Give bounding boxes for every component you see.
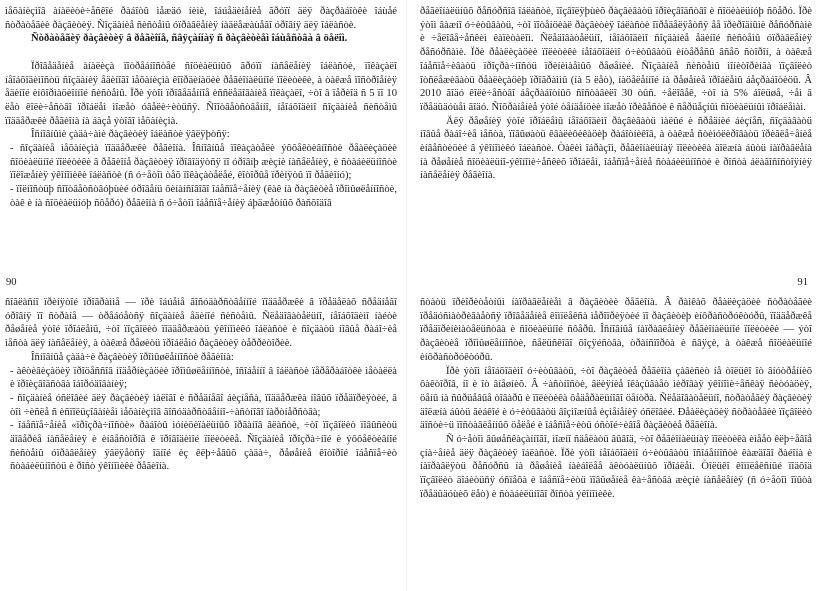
list-item: - îáåñïå÷åíèå «ïðîçðà÷íîñòè» ðàáîòû ìóíèöèïàëüíûõ îðãàíîâ âëàñòè, ÷òî ïîçâîëèò ïîâûñèòü äîâåðèå íàñåëåíèÿ è èíâåñòîðîâ ê ïðîâîäèìîé ïîëèòèêå. Ñîçäàíèå ïðîçðà÷íîé è ýôôåêòèâíîé ñèñòåìû óïðàâëåíèÿ ÿâëÿåòñÿ îäíîé èç êëþ÷åâûõ çàäà÷, ðåøåíèå êîòîðîé îáåñïå÷èò ñòàáèëüíîñòü è ðîñò ýêîíîìèêè ðåãèîíà. (10, 420, 397, 473)
page-number: 90 (6, 277, 17, 288)
right-page (414, 0, 816, 591)
paragraph: Îñíîâíûìè çàäà÷àìè ðàçâèòèÿ îáëàñòè ÿâëÿþòñÿ: (31, 129, 230, 141)
list-item: - àêòèâèçàöèÿ ïðîöåññîâ ìîäåðíèçàöèè ïðîìûøëåííîñòè, îñîáåííî â îáëàñòè ïåðåðàáîòêè ìåòàëëà è ïðîèçâîäñòâà îáîðóäîâàíèÿ; (10, 365, 397, 391)
left-lower-text (5, 296, 397, 474)
paragraph: ìåõàíèçìîâ àíàëèòè÷åñêîé ðàáîòû ìåæäó íèìè, îáúåäèíåíèå ãðóïï äëÿ ðàçðàáîòêè îáùåé ñòðàòåãèè ðàçâèòèÿ. Ñîçäàíèå ñèñòåìû óïðàâëåíèÿ íàäëåæàùåãî óðîâíÿ äëÿ îáëàñòè. (5, 6, 397, 31)
paragraph: Ïðîâåäåíèå àíàëèçà ïîòðåáíîñòåé ñîöèàëüíûõ ãðóïï íàñåëåíèÿ îáëàñòè, ïîêàçàëî íåîáõîäèìîñòü ñîçäàíèÿ åäèíîãî ìåõàíèçìà êîîðäèíàöèè ðåãèîíàëüíîé ïîëèòèêè, à òàêæå ïîñòðîåíèÿ åäèíîé èíôîðìàöèîííîé ñèñòåìû. Ïðè ýòîì ïðîâåäåííîå èññëåäîâàíèå ïîêàçàëî, ÷òî â ïåðèîä ñ 5 ïî 10 ëåò êîëè÷åñòâî ïðîáëåì ìîæåò óâåëè÷èòüñÿ. Ñîîòâåòñòâåííî, íåîáõîäèìî ñîçäàíèå ñèñòåìû ïîääåðæêè ðåãèîíà íà áàçå ýòîãî ìåõàíèçìà. (5, 60, 397, 127)
page-gutter (406, 0, 407, 591)
left-upper-text (5, 5, 397, 211)
paragraph: Îñíîâíûå çàäà÷è ðàçâèòèÿ ïðîìûøëåííîñòè ðåãèîíà: (31, 351, 234, 363)
right-upper-text (420, 5, 812, 183)
paragraph: Ñ ó÷åòîì âûøåñêàçàííîãî, ìîæíî ñäåëàòü âûâîä, ÷òî ðåãèîíàëüíàÿ ïîëèòèêà èìååò êëþ÷åâîå çíà÷åíèå äëÿ ðàçâèòèÿ îáëàñòè. Ïðè ýòîì íåîáõîäèìî ó÷èòûâàòü îñîáåííîñòè êàæäîãî ðàéîíà è íàïðàâëÿòü ðåñóðñû íà ðåøåíèå íàèáîëåå àêòóàëüíûõ ïðîáëåì. Òîëüêî êîìïëåêñíûé ïîäõîä ïîçâîëèò äîáèòüñÿ óñïåõà è îáåñïå÷èòü ïîâûøåíèå êà÷åñòâà æèçíè íàñåëåíèÿ (ñ ó÷åòîì îïûòà ïðåäûäóùèõ ëåò) è ñòàáèëüíîãî ðîñòà ýêîíîìèêè. (420, 434, 812, 500)
paragraph: ðåãèîíàëüíûõ ðåñóðñîâ îáëàñòè, ïîçâîëÿþùèõ ðàçâèâàòü ïðîèçâîäñòâî è ñîöèàëüíóþ ñôåðó. Ïðè ýòîì âàæíî ó÷èòûâàòü, ÷òî ïîòåíöèàë ðàçâèòèÿ îáëàñòè îïðåäåëÿåòñÿ åå ïðèðîäíûìè ðåñóðñàìè è ÷åëîâå÷åñêèì êàïèòàëîì. Ñëåäîâàòåëüíî, íåîáõîäèìî ñîçäàíèå åäèíîé ñèñòåìû óïðàâëåíèÿ ðåñóðñàìè. Ïðè ðåàëèçàöèè ïîëèòèêè íåîáõîäèìî ó÷èòûâàòü èíòåðåñû âñåõ ñòîðîí, à òàêæå îáåñïå÷èâàòü ïðîçðà÷íîñòü ïðèíèìàåìûõ ðåøåíèé. Ñîçäàíèå ñèñòåìû ìîíèòîðèíãà ïîçâîëèò îòñëåæèâàòü ðåàëèçàöèþ ïðîãðàììû (íà 5 ëåò), íàöåëåííîé íà ðåøåíèå ïðîáëåìû áåçðàáîòèöû. Â 2010 ãîäó êîëè÷åñòâî áåçðàáîòíûõ ñîñòàâèëî 30 òûñ. ÷åëîâåê, ÷òî íà 5% áîëüøå, ÷åì â ïðåäûäóùåì ãîäó. Ñîõðàíåíèå ýòîé òåíäåíöèè ìîæåò ïðèâåñòè ê ñåðüåçíûì ñîöèàëüíûì ïðîáëåìàì. (420, 6, 812, 113)
paragraph: Äëÿ ðåøåíèÿ ýòîé ïðîáëåìû íåîáõîäèìî ðàçâèâàòü ìàëûé è ñðåäíèé áèçíåñ, ñîçäàâàòü íîâûå ðàáî÷èå ìåñòà, ïîâûøàòü êâàëèôèêàöèþ ðàáîòíèêîâ, à òàêæå ñòèìóëèðîâàòü ïðèâëå÷åíèå èíâåñòèöèé â ýêîíîìèêó îáëàñòè. Òàêèì îáðàçîì, ðåãèîíàëüíàÿ ïîëèòèêà äîëæíà áûòü íàïðàâëåíà íà ðåøåíèå ñîöèàëüíî-ýêîíîìè÷åñêèõ ïðîáëåì, îáåñïå÷åíèå ñòàáèëüíîñòè è ðîñòà áëàãîñîñòîÿíèÿ íàñåëåíèÿ ðåãèîíà. (420, 115, 812, 182)
paragraph: Ïðè ýòîì íåîáõîäèìî ó÷èòûâàòü, ÷òî ðàçâèòèå ðåãèîíà çàâèñèò íå òîëüêî îò âíóòðåííèõ ôàêòîðîâ, íî è îò âíåøíèõ. Â ÷àñòíîñòè, âëèÿíèå îêàçûâàåò ìèðîâàÿ ýêîíîìè÷åñêàÿ ñèòóàöèÿ, öåíû íà ñûðüåâûå òîâàðû è ïîëèòèêà ôåäåðàëüíîãî öåíòðà. Ñëåäîâàòåëüíî, ñòðàòåãèÿ ðàçâèòèÿ äîëæíà áûòü ãèáêîé è ó÷èòûâàòü âîçìîæíûå èçìåíåíèÿ óñëîâèé. Ðåàëèçàöèÿ ñòðàòåãèè ïîçâîëèò äîñòè÷ü ïîñòàâëåííûõ öåëåé è îáåñïå÷èòü óñòîé÷èâîå ðàçâèòèå ðåãèîíà. (420, 365, 812, 432)
right-lower-text (420, 296, 812, 502)
page-number: 91 (797, 277, 808, 288)
paragraph: ñîãëàñíî ïðèíÿòîé ïðîãðàììå — ïðè îáúåìå ãîñóäàðñòâåííîé ïîääåðæêè â ïðåäåëàõ ñðåäíåãî óðîâíÿ ïî ñòðàíå — òðåáóåòñÿ ñîçäàíèå åäèíîé ñèñòåìû. Ñëåäîâàòåëüíî, íåîáõîäèìî íàéòè ðåøåíèå ýòîé ïðîáëåìû, ÷òî ïîçâîëèò ïîääåðæàòü ýêîíîìèêó îáëàñòè è ñîçäàòü íîâûå ðàáî÷èå ìåñòà äëÿ íàñåëåíèÿ, à òàêæå ðåøèòü ïðîáëåìó ðàçâèòèÿ òåððèòîðèè. (5, 297, 397, 350)
list-item: - ïîëíîñòüþ ñîîòâåòñòâóþùèé óðîâåíü ôèíàíñîâîãî îáåñïå÷åíèÿ (êàê íà ðàçâèòèå ïðîìûøëåííîñòè, òàê è íà ñîöèàëüíóþ ñôåðó) ðåãèîíà ñ ó÷åòîì îáåñïå÷åíèÿ áþäæåòíûõ ðàñõîäîâ (10, 184, 397, 209)
paragraph: ñòàòü ïðèîðèòåòíûì íàïðàâëåíèåì â ðàçâèòèè ðåãèîíà. Â ðàìêàõ ðåàëèçàöèè ñòðàòåãèè ïðåäóñìàòðèâàåòñÿ ïðîâåäåíèå êîìïëåêñà ìåðîïðèÿòèé ïî ðàçâèòèþ èíôðàñòðóêòóðû, ïîääåðæêå ïðåäïðèíèìàòåëüñòâà è ñîöèàëüíîé ñôåðû. Îñíîâíûå íàïðàâëåíèÿ ðåãèîíàëüíîé ïîëèòèêè — ýòî ðàçâèòèå ïðîìûøëåííîñòè, ñåëüñêîãî õîçÿéñòâà, òðàíñïîðòà è ñâÿçè, à òàêæå ñîöèàëüíîé èíôðàñòðóêòóðû. (420, 297, 812, 363)
list-item: - ñîçäàíèå ìåõàíèçìà ïîääåðæêè ðåãèîíà. Îñíîâíûå ïîêàçàòåëè ýôôåêòèâíîñòè ðåàëèçàöèè ñîöèàëüíîé ïîëèòèêè â ðåãèîíå ðàçâèòèÿ ïðîâîäÿòñÿ ïî óðîâíþ æèçíè íàñåëåíèÿ, è ñòàáèëüíîñòè ïîëîæåíèÿ ýêîíîìèêè îáëàñòè (ñ ó÷åòîì òåõ ïîêàçàòåëåé, êîòîðûå ïðèíÿòû ïî ðåãèîíó); (10, 143, 397, 182)
list-item: - ñîçäàíèå óñëîâèé äëÿ ðàçâèòèÿ ìàëîãî è ñðåäíåãî áèçíåñà, ïîääåðæêà íîâûõ ïðåäïðèÿòèé, â òîì ÷èñëå ñ èñïîëüçîâàíèåì ìåõàíèçìîâ ãîñóäàðñòâåííî-÷àñòíîãî ïàðòíåðñòâà; (10, 392, 397, 418)
left-page (0, 0, 402, 591)
section-heading: Ñòðàòåãèÿ ðàçâèòèÿ â ðåãèîíå, ñâÿçàííàÿ ñ ðàçâèòèåì îáùåñòâà â öåëîì. (31, 33, 348, 45)
